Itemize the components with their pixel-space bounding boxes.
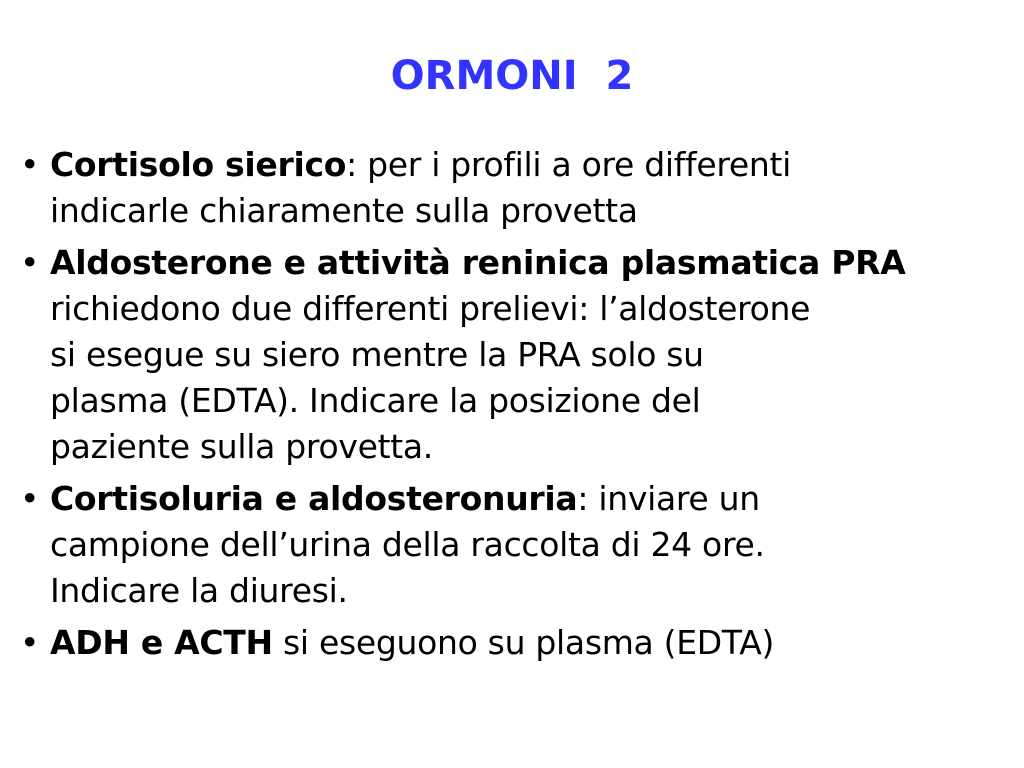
bullet-item-cortisolo-sierico: [20, 142, 1010, 234]
slide-title: ORMONI 2: [390, 53, 634, 99]
bullet-item-aldosterone: [20, 240, 1010, 470]
bullet-dot-icon: •: [20, 243, 40, 282]
bullet-line: campione dell’urina della raccolta di 24 ore.: [50, 525, 765, 564]
bullet-dot-icon: •: [20, 145, 40, 184]
bullet-heading: ADH e ACTH: [50, 623, 273, 662]
bullet-line: [50, 142, 1010, 188]
bullet-heading: Aldosterone e attività reninica plasmatica PRA: [50, 243, 906, 282]
bullet-line: richiedono due differenti prelievi: l’aldosterone: [50, 289, 811, 328]
bullet-text: si eseguono su plasma (EDTA): [272, 623, 775, 662]
bullet-heading: Cortisoluria e aldosteronuria: [50, 479, 578, 518]
bullet-heading: Cortisolo sierico: [50, 145, 347, 184]
bullet-text: per i profili a ore differenti: [356, 145, 792, 184]
bullet-item-adh-acth: [20, 620, 1010, 666]
bullet-line: paziente sulla provetta.: [50, 427, 433, 466]
bullet-item-cortisoluria: [20, 476, 1010, 614]
bullet-text: inviare un: [588, 479, 760, 518]
bullet-line: plasma (EDTA). Indicare la posizione del: [50, 381, 701, 420]
bullet-line: [50, 476, 1010, 522]
bullet-line: Indicare la diuresi.: [50, 571, 348, 610]
bullet-separator: :: [346, 145, 357, 184]
bullet-line: [50, 620, 1010, 666]
bullet-list: [20, 142, 1010, 672]
bullet-line: si esegue su siero mentre la PRA solo su: [50, 335, 704, 374]
bullet-dot-icon: •: [20, 479, 40, 518]
bullet-line: [50, 240, 1010, 286]
bullet-dot-icon: •: [20, 623, 40, 662]
bullet-separator: :: [577, 479, 589, 518]
bullet-line: indicarle chiaramente sulla provetta: [50, 191, 638, 230]
